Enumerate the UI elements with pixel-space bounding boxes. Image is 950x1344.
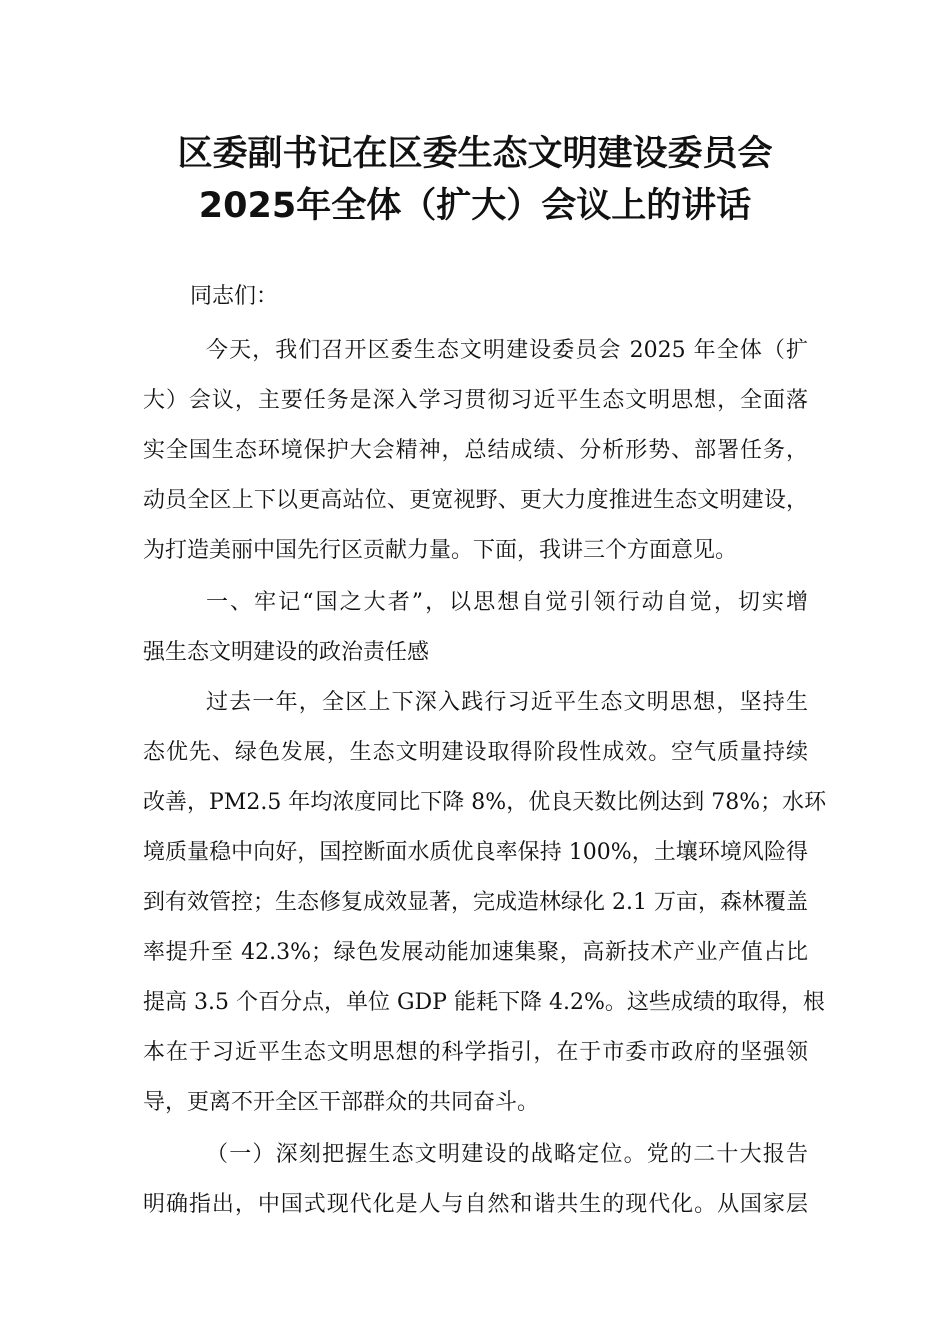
paragraph-line: 态优先、绿色发展，生态文明建设取得阶段性成效。空气质量持续 xyxy=(143,740,808,765)
paragraph-line: 为打造美丽中国先行区贡献力量。下面，我讲三个方面意见。 xyxy=(143,538,738,563)
paragraph-line: （一）深刻把握生态文明建设的战略定位。党的二十大报告 xyxy=(206,1142,808,1167)
greeting: 同志们： xyxy=(190,284,279,309)
paragraph-line: 今天，我们召开区委生态文明建设委员会 2025 年全体（扩 xyxy=(206,338,808,363)
section-heading-line: 强生态文明建设的政治责任感 xyxy=(143,640,430,665)
paragraph-line: 本在于习近平生态文明思想的科学指引，在于市委市政府的坚强领 xyxy=(143,1040,808,1065)
paragraph-line: 动员全区上下以更高站位、更宽视野、更大力度推进生态文明建设， xyxy=(143,488,808,513)
paragraph-line: 实全国生态环境保护大会精神，总结成绩、分析形势、部署任务， xyxy=(143,438,808,463)
paragraph-line: 大）会议，主要任务是深入学习贯彻习近平生态文明思想，全面落 xyxy=(143,388,808,413)
paragraph-line: 提高 3.5 个百分点，单位 GDP 能耗下降 4.2%。这些成绩的取得，根 xyxy=(143,990,825,1015)
section-heading-line: 一、牢记“国之大者”，以思想自觉引领行动自觉，切实增 xyxy=(206,590,808,615)
paragraph-line: 明确指出，中国式现代化是人与自然和谐共生的现代化。从国家层 xyxy=(143,1192,808,1217)
paragraph-line: 率提升至 42.3%；绿色发展动能加速集聚，高新技术产业产值占比 xyxy=(143,940,808,965)
paragraph-line: 改善，PM2.5 年均浓度同比下降 8%，优良天数比例达到 78%；水环 xyxy=(143,790,827,815)
document-title-line-1: 区委副书记在区委生态文明建设委员会 xyxy=(177,134,773,174)
document-title-line-2: 2025年全体（扩大）会议上的讲话 xyxy=(198,186,752,226)
paragraph-line: 到有效管控；生态修复成效显著，完成造林绿化 2.1 万亩，森林覆盖 xyxy=(143,890,808,915)
paragraph-line: 境质量稳中向好，国控断面水质优良率保持 100%，土壤环境风险得 xyxy=(143,840,808,865)
paragraph-line: 过去一年，全区上下深入践行习近平生态文明思想，坚持生 xyxy=(206,690,808,715)
paragraph-line: 导，更离不开全区干部群众的共同奋斗。 xyxy=(143,1090,540,1115)
